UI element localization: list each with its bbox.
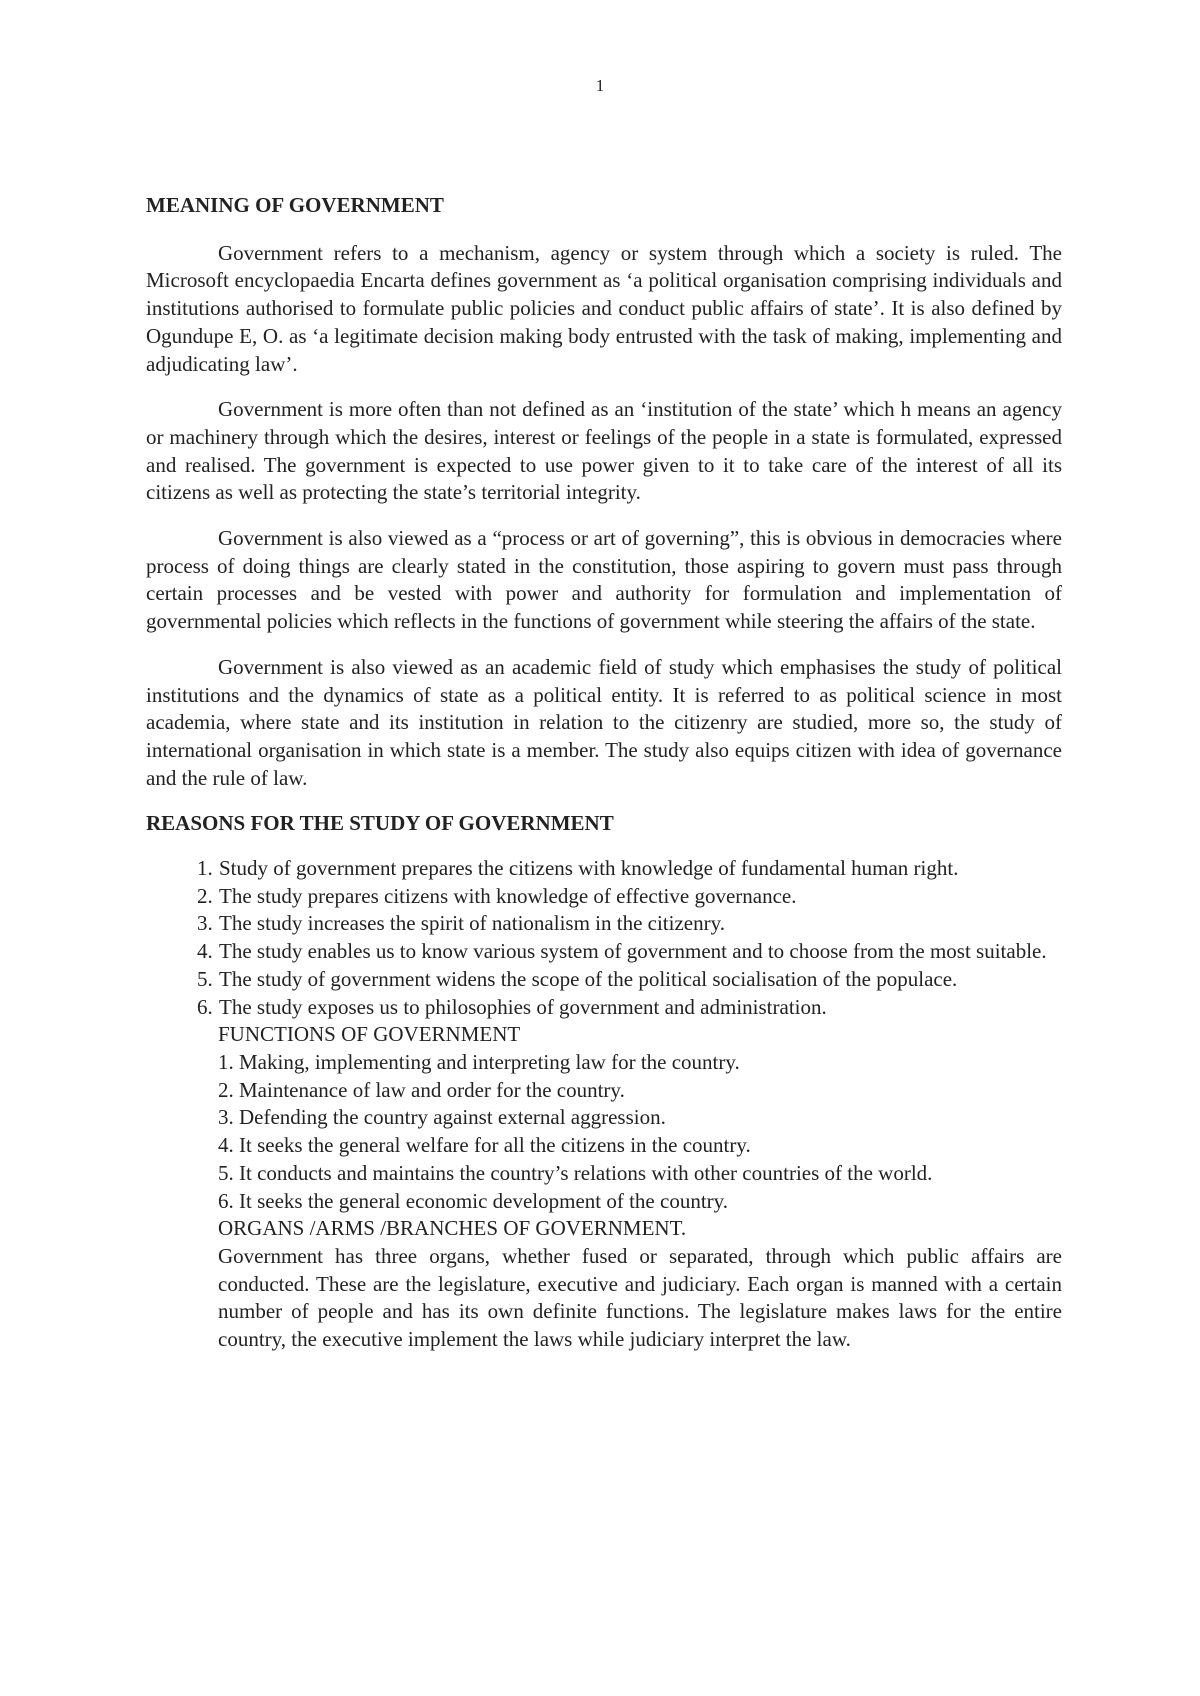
paragraph-process: Government is also viewed as a “process or art of governing”, this is obvious in democracies where process of doing things are clearly stated in the constitution, those aspiring to govern must pass through certain processes and be vested with power and authority for formulation and implementation of governmental policies which reflects in the functions of government while steering the affairs of the state.	[146, 526, 1062, 634]
list-item: 4. The study enables us to know various system of government and to choose from the most suitable.	[218, 938, 1062, 966]
paragraph-organs: Government has three organs, whether fused or separated, through which public affairs are conducted. These are the legislature, executive and judiciary. Each organ is manned with a certain number of people and has its own definite functions. The legislature makes laws for the entire country, the executive implement the laws while judiciary interpret the law.	[218, 1243, 1062, 1352]
list-item: 1. Study of government prepares the citizens with knowledge of fundamental human right.	[218, 855, 1062, 883]
functions-and-organs-block	[218, 1021, 1062, 1353]
function-item: 2. Maintenance of law and order for the country.	[218, 1077, 625, 1102]
list-item: 5. The study of government widens the scope of the political socialisation of the populace.	[218, 966, 1062, 994]
function-item: 6. It seeks the general economic development of the country.	[218, 1188, 729, 1213]
function-item: 1. Making, implementing and interpreting law for the country.	[218, 1049, 740, 1074]
heading-meaning-of-government: MEANING OF GOVERNMENT	[146, 193, 444, 217]
list-item: 2. The study prepares citizens with knowledge of effective governance.	[218, 883, 1062, 911]
list-item: 6. The study exposes us to philosophies of government and administration.	[218, 994, 1062, 1022]
document-body	[146, 192, 1062, 1354]
function-item: 5. It conducts and maintains the country’s relations with other countries of the world.	[218, 1160, 933, 1185]
paragraph-academic-field: Government is also viewed as an academic field of study which emphasises the study of political institutions and the dynamics of state as a political entity. It is referred to as political science in most academia, where state and its institution in relation to the citizenry are studied, more so, the study of international organisation in which state is a member. The study also equips citizen with idea of governance and the rule of law.	[146, 654, 1062, 790]
list-item: 3. The study increases the spirit of nationalism in the citizenry.	[218, 910, 1062, 938]
heading-reasons-for-study: REASONS FOR THE STUDY OF GOVERNMENT	[146, 811, 614, 836]
heading-organs-of-government: ORGANS /ARMS /BRANCHES OF GOVERNMENT.	[218, 1216, 687, 1241]
heading-functions-of-government: FUNCTIONS OF GOVERNMENT	[218, 1022, 521, 1047]
page-number: 1	[595, 76, 605, 95]
paragraph-institution: Government is more often than not defined as an ‘institution of the state’ which h means an agency or machinery through which the desires, interest or feelings of the people in a state is formulated, expressed and realised. The government is expected to use power given to it to take care of the interest of all its citizens as well as protecting the state’s territorial integrity.	[146, 397, 1062, 505]
paragraph-definition: Government refers to a mechanism, agency or system through which a society is ruled. The Microsoft encyclopaedia Encarta defines government as ‘a political organisation comprising individuals and institutions authorised to formulate public policies and conduct public affairs of state’. It is also defined by Ogundupe E, O. as ‘a legitimate decision making body entrusted with the task of making, implementing and adjudicating law’.	[146, 240, 1062, 376]
function-item: 4. It seeks the general welfare for all the citizens in the country.	[218, 1133, 751, 1158]
function-item: 3. Defending the country against external aggression.	[218, 1105, 666, 1130]
reasons-list	[146, 855, 1062, 1021]
